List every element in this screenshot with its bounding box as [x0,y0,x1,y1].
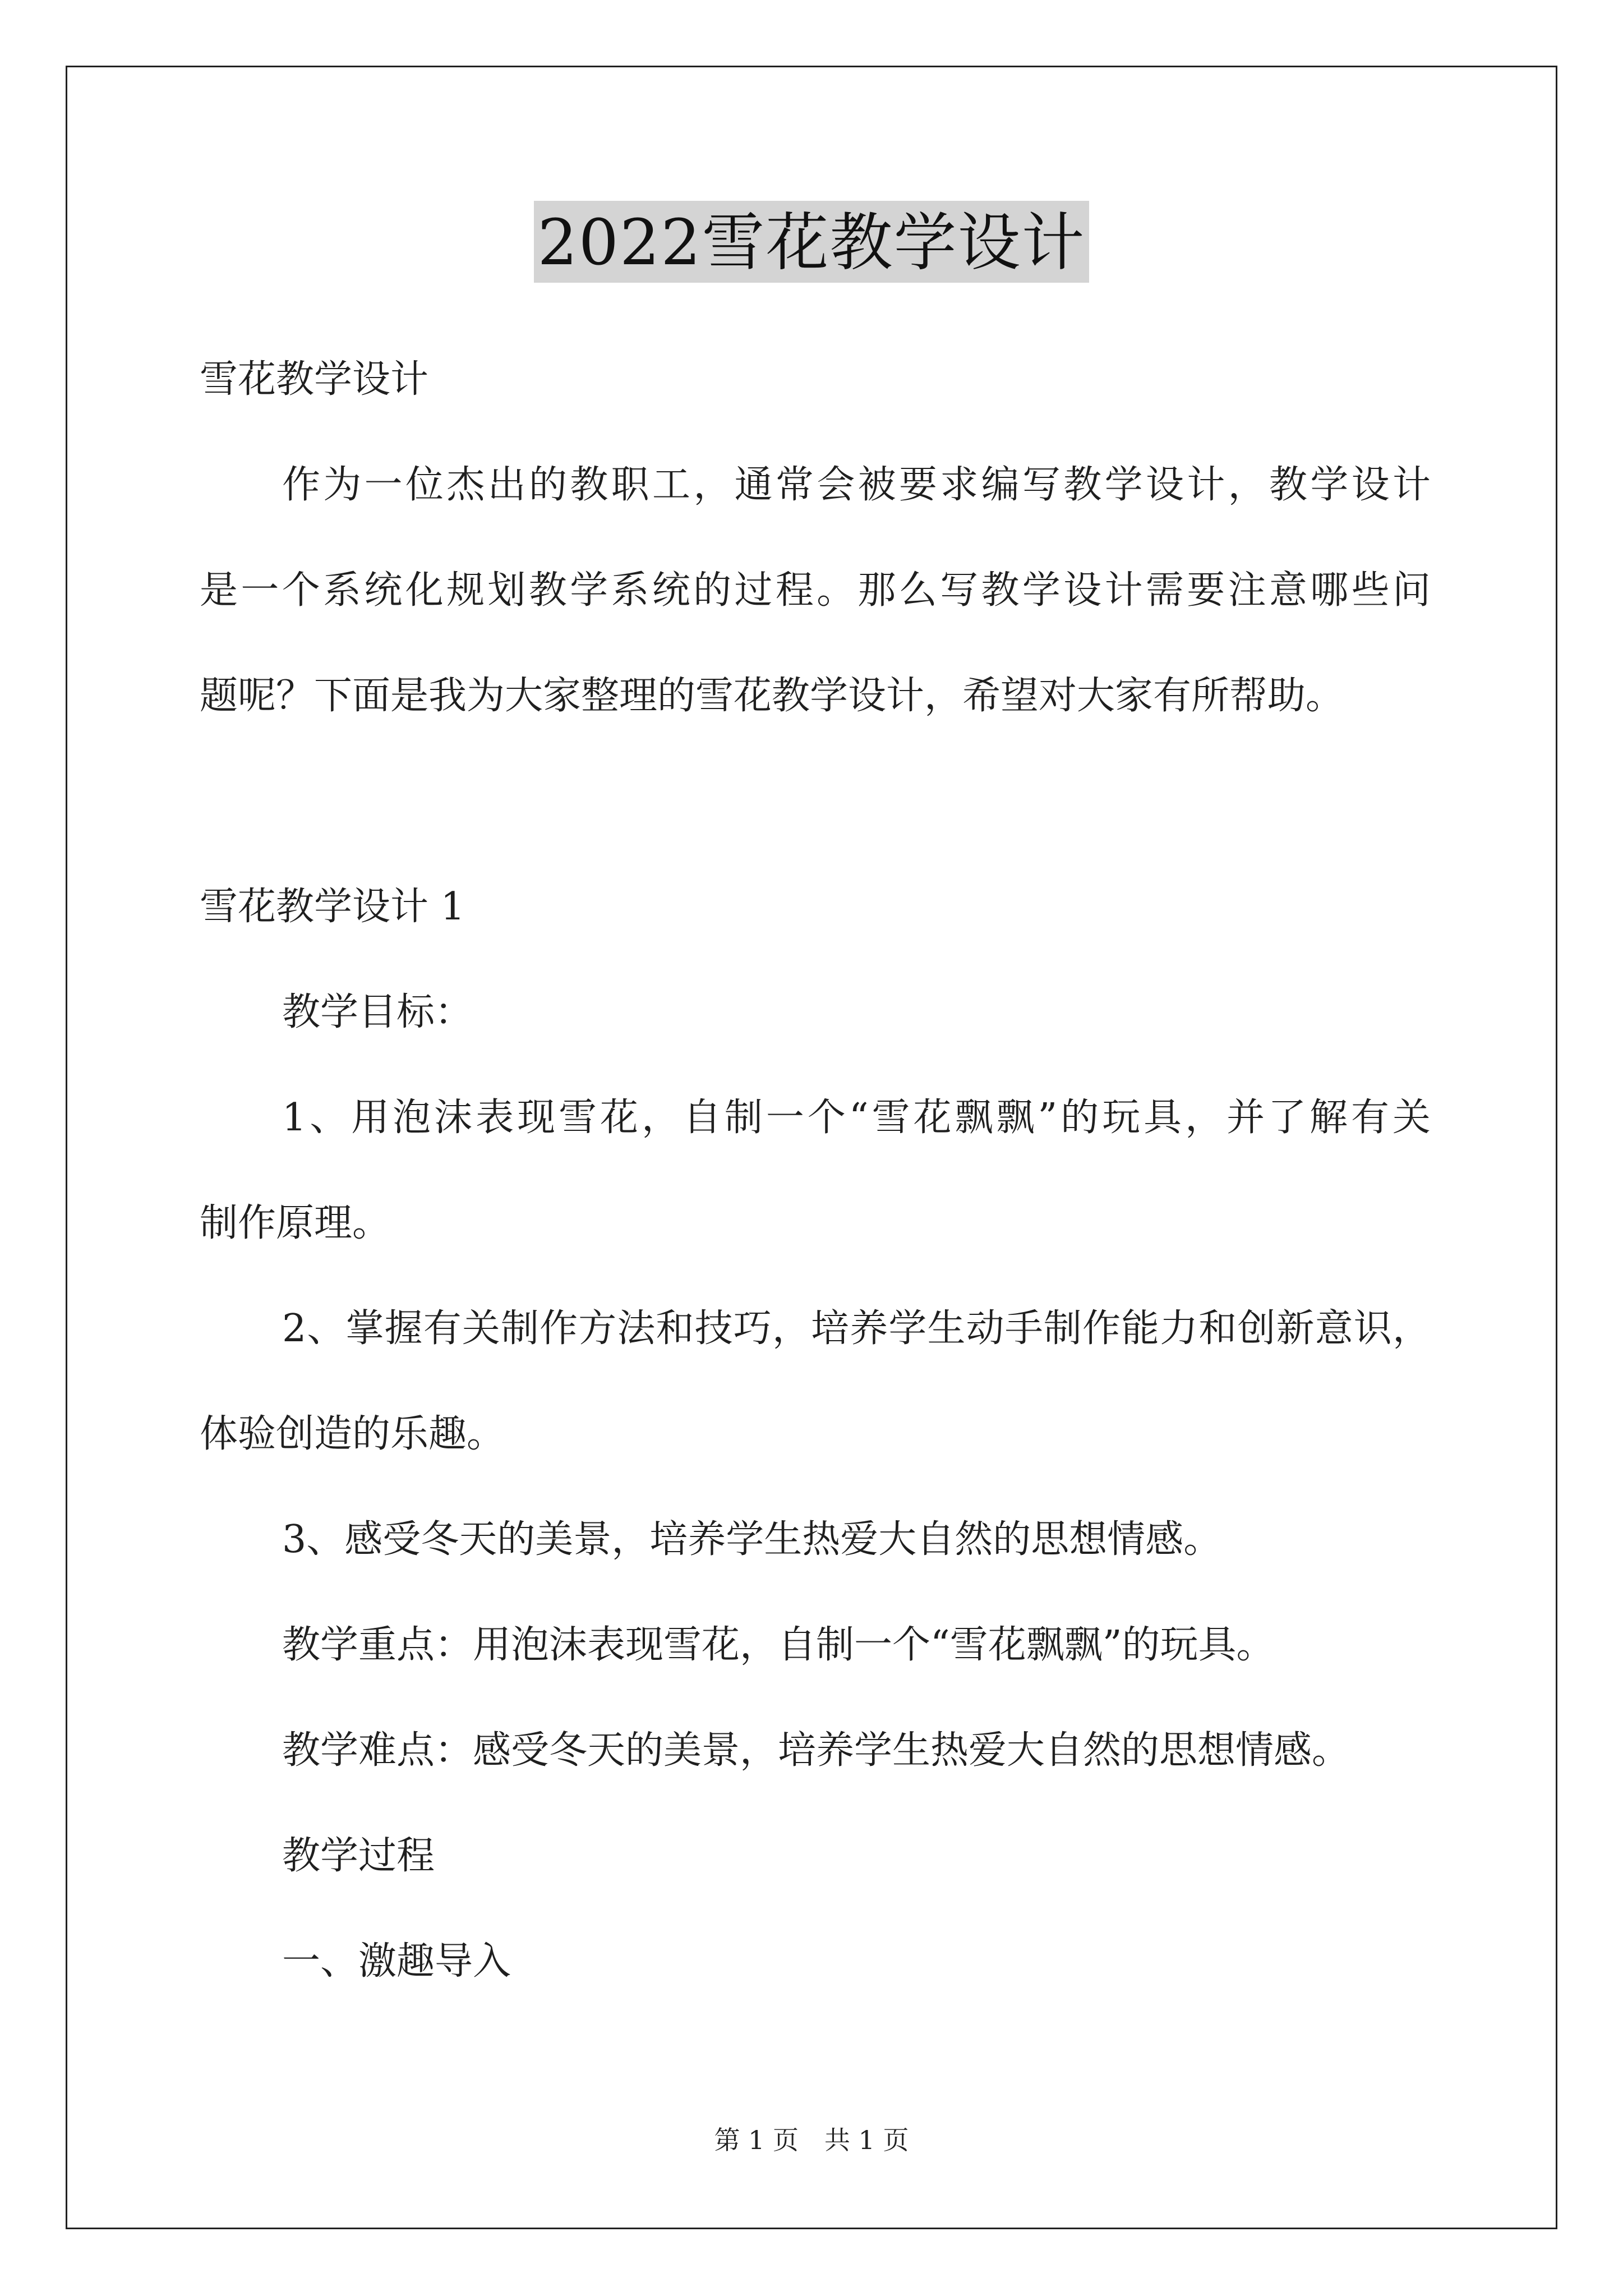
intro-line-2: 是一个系统化规划教学系统的过程。那么写教学设计需要注意哪些问 [200,568,1431,613]
page-footer: 第 1 页 共 1 页 [714,2125,909,2155]
objective-1-line-2: 制作原理。 [200,1201,391,1245]
step-1-heading: 一、激趣导入 [282,1939,511,1984]
objective-1-line-1: 1、用泡沫表现雪花，自制一个“雪花飘飘”的玩具，并了解有关 [282,1096,1431,1140]
objective-2-line-1: 2、掌握有关制作方法和技巧，培养学生动手制作能力和创新意识， [282,1306,1431,1351]
objective-2-line-2: 体验创造的乐趣。 [200,1412,505,1456]
intro-line-3: 题呢？下面是我为大家整理的雪花教学设计，希望对大家有所帮助。 [200,674,1344,718]
objectives-label: 教学目标： [282,990,473,1034]
document-subtitle: 雪花教学设计 [200,357,429,402]
intro-line-1: 作为一位杰出的教职工，通常会被要求编写教学设计，教学设计 [282,463,1431,507]
key-point: 教学重点：用泡沫表现雪花，自制一个“雪花飘飘”的玩具。 [282,1623,1275,1667]
difficult-point: 教学难点：感受冬天的美景，培养学生热爱大自然的思想情感。 [282,1728,1350,1773]
process-label: 教学过程 [282,1834,435,1878]
section-heading: 雪花教学设计 1 [200,885,465,929]
document-title: 2022雪花教学设计 [534,201,1089,283]
title-container [0,201,1623,283]
objective-3: 3、感受冬天的美景，培养学生热爱大自然的思想情感。 [282,1517,1222,1562]
